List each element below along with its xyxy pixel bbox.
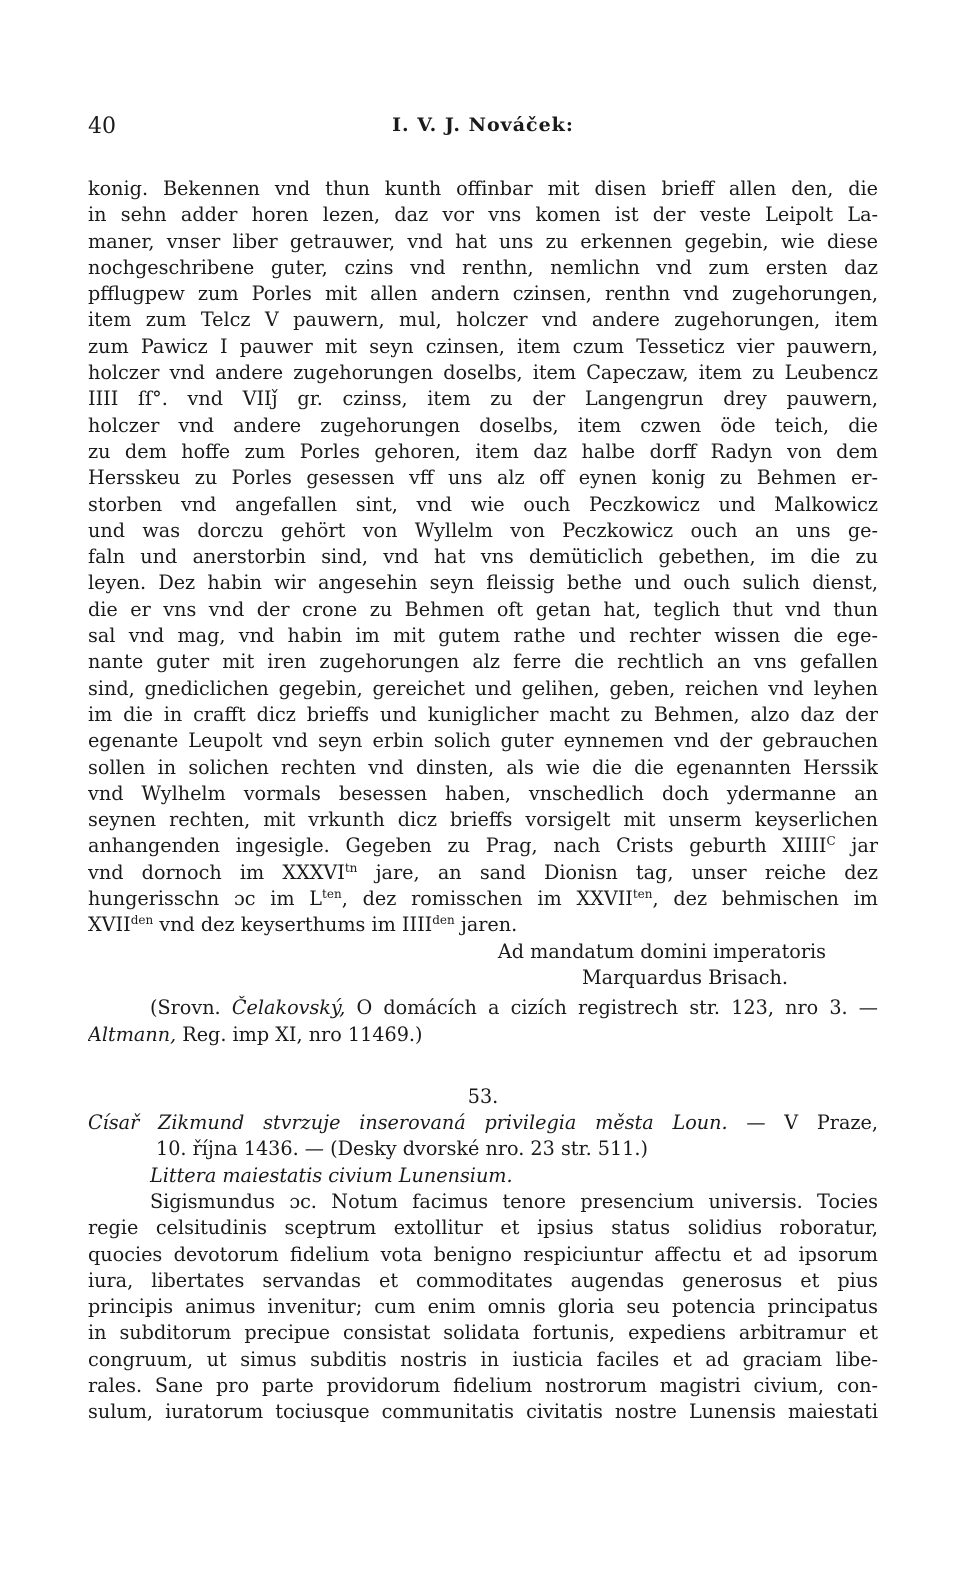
text-run: Reg. imp XI, nro 11469.)	[176, 1022, 423, 1046]
text-line: storben vnd angefallen sint, vnd wie ouch Peczkowicz und Malkowicz	[88, 492, 878, 516]
superscript: ten	[632, 887, 653, 902]
heading-place: — V Praze,	[727, 1111, 878, 1135]
text-line: holczer vnd andere zugehorungen doselbs, item Capeczaw, item zu Leubencz	[88, 361, 878, 385]
text-line: pfflugpew zum Porles mit allen andern czinsen, renthn vnd zugehorungen,	[88, 282, 878, 306]
superscript: C	[826, 834, 836, 849]
author-name: Čelakovský,	[231, 996, 346, 1020]
text-run: , dez behmischen im	[652, 887, 878, 911]
text-line: maner, vnser liber getrauwer, vnd hat uns zu erkennen gegebin, wie diese	[88, 229, 878, 253]
text-line: leyen. Dez habin wir angesehin seyn fleissig bethe und ouch sulich dienst,	[88, 571, 878, 595]
text-line: sollen in solichen rechten vnd dinsten, als wie die die egenannten Herssik	[88, 755, 878, 779]
text-line: nochgeschribene guter, czins vnd renthn, nemlichn vnd zum ersten daz	[88, 255, 878, 279]
text-run: jare, an sand Dionisn tag, unser reiche dez	[357, 860, 878, 884]
text-run: vnd dez keyserthums im IIII	[153, 913, 433, 937]
text-line: item zum Telcz V pauwern, mul, holczer vnd andere zugehorungen, item	[88, 308, 878, 332]
signatory-line: Marquardus Brisach.	[582, 965, 788, 989]
text-line: congruum, ut simus subditis nostris in iusticia faciles et ad graciam libe-	[88, 1347, 878, 1371]
text-line: in sehn adder horen lezen, daz vor vns komen ist der veste Leipolt La-	[88, 203, 878, 227]
text-line: IIII ſſ°. vnd VIIǰ gr. czinss, item zu der Langengrun drey pauwern,	[88, 387, 878, 411]
reference-line	[88, 1022, 878, 1048]
text-line: iura, libertates servandas et commoditates augendas generosus et pius	[88, 1268, 878, 1292]
text-line: sind, gnediclichen gegebin, gereichet und gelihen, geben, reichen vnd leyhen	[88, 676, 878, 700]
document-number: 53.	[467, 1084, 499, 1108]
running-title: I. V. J. Nováček:	[392, 114, 574, 136]
text-line: nante guter mit iren zugehorungen alz ferre die rechtlich an vns gefallen	[88, 650, 878, 674]
text-line: faln und anerstorbin sind, vnd hat vns demüticlich gebethen, im die zu	[88, 545, 878, 569]
text-line: die er vns vnd der crone zu Behmen oft getan hat, teglich thut vnd thun	[88, 597, 878, 621]
text-line: Hersskeu zu Porles gesessen vff uns alz off eynen konig zu Behmen er-	[88, 466, 878, 490]
text-run: XVII	[88, 913, 131, 937]
document-heading-date: 10. října 1436. — (Desky dvorské nro. 23 str. 511.)	[156, 1137, 648, 1161]
text-line: rales. Sane pro parte providorum fidelium nostrorum magistri civium, con-	[88, 1374, 878, 1398]
author-name: Altmann,	[88, 1022, 177, 1046]
text-run: (Srovn.	[150, 996, 232, 1020]
page-body	[88, 176, 878, 1426]
letter-52-text	[88, 176, 878, 1048]
text-line	[88, 912, 878, 938]
text-line: Sigismundus ɔc. Notum facimus tenore presencium universis. Tocies	[150, 1189, 878, 1213]
superscript: den	[432, 913, 455, 928]
reference-line	[88, 995, 878, 1021]
text-line: zu dem hoffe zum Porles gehoren, item daz halbe dorff Radyn von dem	[88, 439, 878, 463]
text-line: konig. Bekennen vnd thun kunth offinbar mit disen brieff allen den, die	[88, 177, 878, 200]
superscript: den	[130, 913, 154, 928]
text-line: im die in crafft dicz brieffs und kuniglicher macht zu Behmen, alzo daz der	[88, 702, 878, 726]
text-line: holczer vnd andere zugehorungen doselbs, item czwen öde teich, die	[88, 413, 878, 437]
mandate-line: Ad mandatum domini imperatoris	[497, 939, 826, 963]
text-line: egenante Leupolt vnd seyn erbin solich guter eynnemen vnd der gebrauchen	[88, 729, 878, 753]
page-header	[88, 114, 878, 144]
text-line	[88, 860, 878, 886]
text-line: zum Pawicz I pauwer mit seyn czinsen, item czum Tesseticz vier pauwern,	[88, 334, 878, 358]
text-run: jaren.	[454, 913, 518, 937]
text-line	[88, 886, 878, 912]
text-line: regie celsitudinis sceptrum extollitur et ipsius status solidius roboratur,	[88, 1216, 878, 1240]
text-line: quocies devotorum fidelium vota benigno respiciuntur affectu et ad ipsorum	[88, 1242, 878, 1266]
text-line: seynen rechten, mit vrkunth dicz brieffs vorsigelt mit unserm keyserlichen	[88, 808, 878, 832]
document-heading	[88, 1110, 878, 1136]
text-run: O domácích a cizích registrech str. 123, nro 3. —	[345, 996, 878, 1020]
superscript: tn	[344, 860, 358, 875]
letter-53	[88, 1084, 878, 1426]
text-line: principis animus invenitur; cum enim omnis gloria seu potencia principatus	[88, 1295, 878, 1319]
superscript: ten	[322, 887, 342, 902]
text-run: , dez romisschen im XXVII	[341, 887, 633, 911]
text-line: vnd Wylhelm vormals besessen haben, vnschedlich doch ydermanne an	[88, 781, 878, 805]
text-run: anhangenden ingesigle. Gegeben zu Prag, nach Crists geburth XIIII	[88, 834, 827, 858]
text-line: und was dorczu gehört von Wyllelm von Peczkowicz ouch an uns ge-	[88, 518, 878, 542]
text-run: vnd dornoch im XXXVI	[88, 860, 345, 884]
text-line	[88, 833, 878, 859]
document-subtitle: Littera maiestatis civium Lunensium.	[150, 1163, 513, 1187]
text-line: in subditorum precipue consistat solidata fortunis, expediens arbitramur et	[88, 1321, 878, 1345]
page-number: 40	[88, 114, 116, 139]
text-line: sal vnd mag, vnd habin im mit gutem rathe und rechter wissen die ege-	[88, 624, 878, 648]
heading-italic: Císař Zikmund stvrzuje inserovaná privilegia města Loun.	[88, 1111, 728, 1135]
text-run: hungerisschn ɔc im L	[88, 887, 323, 911]
section-gap	[88, 1048, 878, 1084]
text-line: sulum, iuratorum tociusque communitatis civitatis nostre Lunensis maiestati	[88, 1400, 878, 1424]
text-run: jar	[835, 834, 878, 858]
